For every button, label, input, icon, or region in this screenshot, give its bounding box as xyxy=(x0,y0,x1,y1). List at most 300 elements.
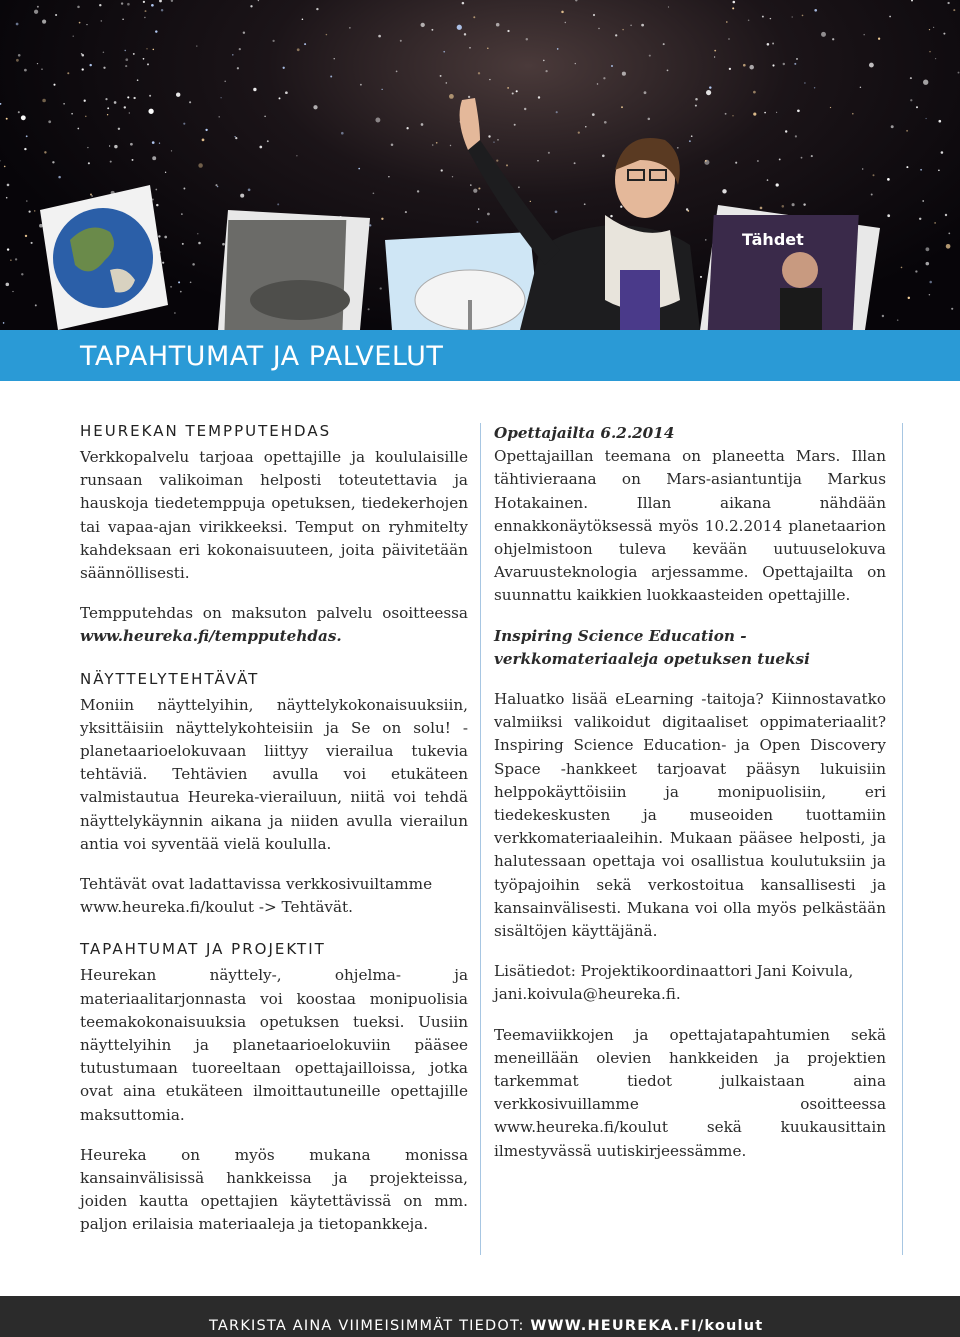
star xyxy=(380,287,382,289)
star xyxy=(468,96,470,98)
star xyxy=(0,103,1,105)
star xyxy=(137,79,139,81)
star xyxy=(235,137,237,139)
star xyxy=(6,197,8,199)
star xyxy=(821,32,826,37)
star xyxy=(15,258,17,260)
star xyxy=(749,65,754,70)
star xyxy=(441,169,443,171)
star xyxy=(557,48,559,50)
star xyxy=(622,29,623,30)
star xyxy=(908,297,910,299)
star xyxy=(124,106,126,108)
star xyxy=(925,118,926,119)
star xyxy=(148,109,153,114)
star xyxy=(762,16,764,18)
star xyxy=(538,96,540,98)
footer-label: TARKISTA AINA VIIMEISIMMÄT TIEDOT: xyxy=(209,1318,531,1334)
star xyxy=(700,276,702,278)
spacer xyxy=(494,1007,886,1024)
star xyxy=(217,186,218,187)
star xyxy=(267,140,269,142)
star xyxy=(934,222,936,224)
paragraph-kansainvaliset-hankkeet: Heureka on myös mukana monissa kansainvälisissä hankkeissa ja projekteissa, joiden kautta opettajien käytettävissä on mm. paljon erilaisia materiaaleja ja tietopankkeja. xyxy=(80,1145,468,1234)
star xyxy=(37,6,39,8)
star xyxy=(159,143,160,144)
hero-illustration xyxy=(0,0,960,330)
star xyxy=(12,291,13,292)
star xyxy=(887,178,890,181)
star xyxy=(506,164,508,166)
star xyxy=(478,208,479,209)
star xyxy=(147,63,149,65)
heading-opettajailta: Opettajailta 6.2.2014 xyxy=(494,424,675,442)
star xyxy=(279,97,281,99)
star xyxy=(316,8,318,10)
star xyxy=(224,80,226,82)
heading-tapahtumat-projektit: TAPAHTUMAT JA PROJEKTIT xyxy=(80,940,326,959)
star xyxy=(714,56,715,57)
star xyxy=(110,161,112,163)
paragraph-tempputehdas-intro: Verkkopalvelu tarjoaa opettajille ja koululaisille runsaan valikoiman helposti toteutettavia ja hauskoja tiedetemppuja opetuksen, tiedekerhojen tai vapaa-ajan virikkeeksi. Temput on ryhmitelty kahdeksaan eri kokonaisuuteen, joita päivitetään säännöllisesti. xyxy=(80,448,468,583)
star xyxy=(478,72,480,74)
star xyxy=(165,172,166,173)
star xyxy=(127,3,130,6)
star xyxy=(243,31,245,33)
star xyxy=(82,54,85,57)
star xyxy=(493,141,494,142)
star xyxy=(782,205,785,208)
star xyxy=(584,203,586,205)
star xyxy=(0,160,1,161)
star xyxy=(341,132,344,135)
star xyxy=(852,113,854,115)
star xyxy=(561,11,564,14)
star xyxy=(55,14,57,16)
star xyxy=(114,145,117,148)
star xyxy=(77,128,79,130)
star xyxy=(469,47,471,49)
star xyxy=(369,224,371,226)
left-column xyxy=(80,422,468,1237)
star xyxy=(889,16,891,18)
star xyxy=(801,157,803,159)
column-divider xyxy=(480,423,481,1255)
star xyxy=(202,139,205,142)
star xyxy=(648,118,651,121)
paragraph-tehtavat-download: Tehtävät ovat ladattavissa verkkosivuiltamme www.heureka.fi/koulut -> Tehtävät. xyxy=(80,875,433,917)
star xyxy=(941,151,944,154)
star xyxy=(901,267,903,269)
star xyxy=(34,210,36,212)
star xyxy=(220,97,221,98)
star xyxy=(431,29,433,31)
star xyxy=(753,91,756,94)
star xyxy=(882,315,884,317)
star xyxy=(7,184,10,187)
star xyxy=(910,99,912,101)
star xyxy=(555,210,558,213)
star xyxy=(667,70,669,72)
star xyxy=(10,260,11,261)
tempputehdas-url[interactable]: www.heureka.fi/tempputehdas. xyxy=(80,627,342,646)
star xyxy=(507,87,509,89)
star xyxy=(114,101,117,104)
star xyxy=(947,2,949,4)
star xyxy=(125,65,127,67)
star xyxy=(239,48,241,50)
star xyxy=(6,283,10,287)
paragraph-opettajailta: Opettajaillan teemana on planeetta Mars. Illan tähtivieraana on Mars-asiantuntija Markus Hotakainen. Illan aikana nähdään ennakkonäytöksessä myös 10.2.2014 planetaarion ohjelmistoon tuleva kevään uutuuselokuva Avaruusteknologia arjessamme. Opettajailta on suunnattu kaikkien luokkaasteiden opettajille. xyxy=(494,447,886,605)
star xyxy=(88,162,90,164)
star xyxy=(496,23,500,27)
star xyxy=(785,130,787,132)
star xyxy=(948,233,950,235)
star xyxy=(132,159,134,161)
star xyxy=(121,2,123,4)
star xyxy=(691,135,693,137)
star xyxy=(129,112,130,113)
star xyxy=(215,184,217,186)
star xyxy=(21,115,26,120)
star xyxy=(792,203,795,206)
star xyxy=(368,308,370,310)
star xyxy=(524,108,526,110)
star xyxy=(915,270,917,272)
star xyxy=(158,235,160,237)
star xyxy=(512,92,514,94)
star xyxy=(122,18,124,20)
star xyxy=(373,192,375,194)
star xyxy=(891,125,894,128)
star xyxy=(155,30,157,32)
star xyxy=(578,131,580,133)
dish-poster xyxy=(385,232,540,330)
footer-text xyxy=(209,1318,763,1334)
star xyxy=(296,155,297,156)
star xyxy=(575,63,576,64)
star xyxy=(198,163,203,168)
star xyxy=(630,25,632,27)
star xyxy=(31,242,33,244)
star xyxy=(183,123,185,125)
star xyxy=(218,116,219,117)
star xyxy=(181,213,182,214)
star xyxy=(41,68,43,70)
star xyxy=(118,128,120,130)
star xyxy=(143,1,145,3)
star xyxy=(277,203,279,205)
star xyxy=(302,18,304,20)
star xyxy=(611,65,613,67)
star xyxy=(24,148,26,150)
star xyxy=(526,38,528,40)
star xyxy=(53,84,55,86)
star xyxy=(489,79,490,80)
footer-link[interactable]: WWW.HEUREKA.FI/koulut xyxy=(530,1318,764,1334)
star xyxy=(240,194,244,198)
heading-inspiring-science: Inspiring Science Education - verkkomateriaaleja opetuksen tueksi xyxy=(494,626,810,668)
star xyxy=(107,107,109,109)
star xyxy=(440,75,442,77)
earth-poster xyxy=(40,185,168,330)
star xyxy=(381,218,383,220)
spacer xyxy=(80,649,468,670)
star xyxy=(130,143,133,146)
star xyxy=(151,4,154,7)
star xyxy=(174,312,176,314)
star xyxy=(906,130,908,132)
star xyxy=(906,166,908,168)
star xyxy=(421,123,424,126)
spacer xyxy=(80,919,468,940)
column-divider-right xyxy=(902,423,903,1255)
star xyxy=(473,189,477,193)
paragraph-lisatiedot: Lisätiedot: Projektikoordinaattori Jani Koivula, jani.koivula@heureka.fi. xyxy=(494,962,854,1004)
star xyxy=(421,23,425,27)
star xyxy=(958,72,960,74)
star xyxy=(400,40,402,42)
star xyxy=(63,103,65,105)
footer-bar xyxy=(0,1296,960,1337)
star xyxy=(943,33,945,35)
star xyxy=(107,114,108,115)
star xyxy=(42,20,46,24)
star xyxy=(180,291,182,293)
star xyxy=(767,179,769,181)
star xyxy=(722,189,726,193)
star xyxy=(25,235,27,237)
star xyxy=(272,40,274,42)
star xyxy=(565,22,566,23)
star xyxy=(205,129,207,131)
star xyxy=(663,43,665,45)
star xyxy=(598,28,599,29)
star xyxy=(449,94,454,99)
star xyxy=(349,27,350,28)
star xyxy=(313,105,317,109)
star xyxy=(258,0,259,1)
star xyxy=(772,64,774,66)
star xyxy=(24,69,27,72)
star xyxy=(732,115,733,116)
star xyxy=(804,82,806,84)
tempputehdas-text: Tempputehdas on maksuton palvelu osoitteessa xyxy=(80,604,468,623)
spacer xyxy=(80,1127,468,1144)
star xyxy=(443,51,445,53)
star xyxy=(878,38,880,40)
star xyxy=(87,147,88,148)
star xyxy=(234,136,235,137)
star xyxy=(253,88,256,91)
star xyxy=(99,4,101,6)
star xyxy=(814,87,815,88)
star xyxy=(457,25,462,30)
star xyxy=(144,17,145,18)
spacer xyxy=(80,856,468,873)
star xyxy=(597,83,598,84)
star xyxy=(358,168,360,170)
star xyxy=(772,43,774,45)
star xyxy=(133,53,135,55)
star xyxy=(945,214,947,216)
star xyxy=(156,204,158,206)
star xyxy=(283,67,285,69)
star xyxy=(938,120,941,123)
star xyxy=(488,135,490,137)
star xyxy=(285,91,288,94)
star xyxy=(378,35,381,38)
star xyxy=(862,168,863,169)
star xyxy=(677,147,679,149)
paragraph-tempputehdas-link xyxy=(80,602,468,648)
spacer xyxy=(80,585,468,602)
paragraph-teemaviikot: Teemaviikkojen ja opettajatapahtumien sekä meneillään olevien hankkeiden ja projektien tarkemmat tiedot julkaistaan aina verkkosivuillamme osoitteessa www.heureka.fi/koulut sekä kuukausittain ilmestyvässä uutiskirjeessämme. xyxy=(494,1025,886,1160)
star xyxy=(452,176,453,177)
star xyxy=(496,159,498,161)
star xyxy=(145,10,147,12)
star xyxy=(926,262,930,266)
star xyxy=(6,118,8,120)
star xyxy=(929,281,932,284)
star xyxy=(264,116,265,117)
star xyxy=(757,160,759,162)
star xyxy=(514,124,516,126)
star xyxy=(171,0,173,2)
star xyxy=(873,174,875,176)
star xyxy=(871,194,873,196)
paragraph-teemakokonaisuudet: Heurekan näyttely-, ohjelma- ja materiaalitarjonnasta voi koostaa monipuolisia teemakokonaisuuksia opetuksen tueksi. Uusiin näyttelyihin ja planetaarioelokuviin pääsee tutustumaan tuoreeltaan opettajailloissa, jotka ovat aina etukäteen ilmoittautuneille opettajille maksuttomia. xyxy=(80,966,468,1124)
star xyxy=(476,221,478,223)
star xyxy=(487,213,490,216)
star xyxy=(621,106,623,108)
star xyxy=(103,67,105,69)
star xyxy=(575,0,577,2)
star xyxy=(695,98,698,101)
star xyxy=(725,113,727,115)
star xyxy=(196,45,197,46)
star xyxy=(926,247,930,251)
star xyxy=(695,105,697,107)
star xyxy=(79,22,81,24)
spacer xyxy=(494,943,886,960)
star xyxy=(297,48,300,51)
star xyxy=(923,80,928,85)
star xyxy=(748,20,750,22)
star xyxy=(797,109,800,112)
star xyxy=(604,121,607,124)
star xyxy=(620,206,622,208)
star xyxy=(326,34,327,35)
star xyxy=(644,91,647,94)
star xyxy=(375,118,380,123)
star xyxy=(796,58,798,60)
star xyxy=(933,27,934,28)
star xyxy=(133,97,135,99)
star xyxy=(248,188,251,191)
star xyxy=(42,99,46,103)
star xyxy=(803,203,805,205)
star xyxy=(860,87,861,88)
star xyxy=(767,43,770,46)
star xyxy=(125,58,128,61)
star xyxy=(67,72,69,74)
star xyxy=(869,63,874,68)
star xyxy=(603,77,605,79)
star xyxy=(89,64,91,66)
star xyxy=(487,48,489,50)
star xyxy=(537,160,538,161)
star xyxy=(922,200,924,202)
star xyxy=(16,23,19,26)
star xyxy=(743,64,746,67)
star xyxy=(795,135,797,137)
star xyxy=(432,144,434,146)
star xyxy=(574,162,576,164)
star xyxy=(382,89,383,90)
star xyxy=(125,50,126,51)
star xyxy=(530,201,531,202)
star xyxy=(473,16,475,18)
star xyxy=(705,160,707,162)
star xyxy=(450,145,451,146)
star xyxy=(518,186,520,188)
star xyxy=(259,146,262,149)
star xyxy=(84,100,86,102)
star xyxy=(951,308,953,310)
star xyxy=(753,113,756,116)
star xyxy=(29,211,31,213)
star xyxy=(334,58,335,59)
star xyxy=(811,155,813,157)
star xyxy=(171,150,172,151)
star xyxy=(592,113,595,116)
star xyxy=(153,49,155,51)
right-column xyxy=(494,422,886,1163)
star xyxy=(497,139,498,140)
star xyxy=(417,190,419,192)
star xyxy=(436,142,438,144)
star xyxy=(360,84,362,86)
star xyxy=(929,294,930,295)
star xyxy=(4,166,6,168)
star xyxy=(776,183,779,186)
star xyxy=(391,143,394,146)
star xyxy=(149,95,151,97)
star xyxy=(146,48,147,49)
star xyxy=(792,16,793,17)
moon-poster xyxy=(218,210,370,330)
star xyxy=(709,86,711,88)
star xyxy=(237,67,239,69)
star xyxy=(887,214,890,217)
star xyxy=(760,207,763,210)
star xyxy=(726,21,728,23)
star xyxy=(26,200,28,202)
star xyxy=(91,195,92,196)
svg-text:Tähdet: Tähdet xyxy=(742,230,804,249)
star xyxy=(109,145,110,146)
spacer xyxy=(494,671,886,688)
star xyxy=(143,58,145,60)
star xyxy=(615,34,617,36)
star xyxy=(830,107,831,108)
star xyxy=(832,38,834,40)
heading-nayttelytehtavat: NÄYTTELYTEHTÄVÄT xyxy=(80,669,260,688)
star xyxy=(548,152,550,154)
star xyxy=(16,59,19,62)
star xyxy=(250,5,252,7)
